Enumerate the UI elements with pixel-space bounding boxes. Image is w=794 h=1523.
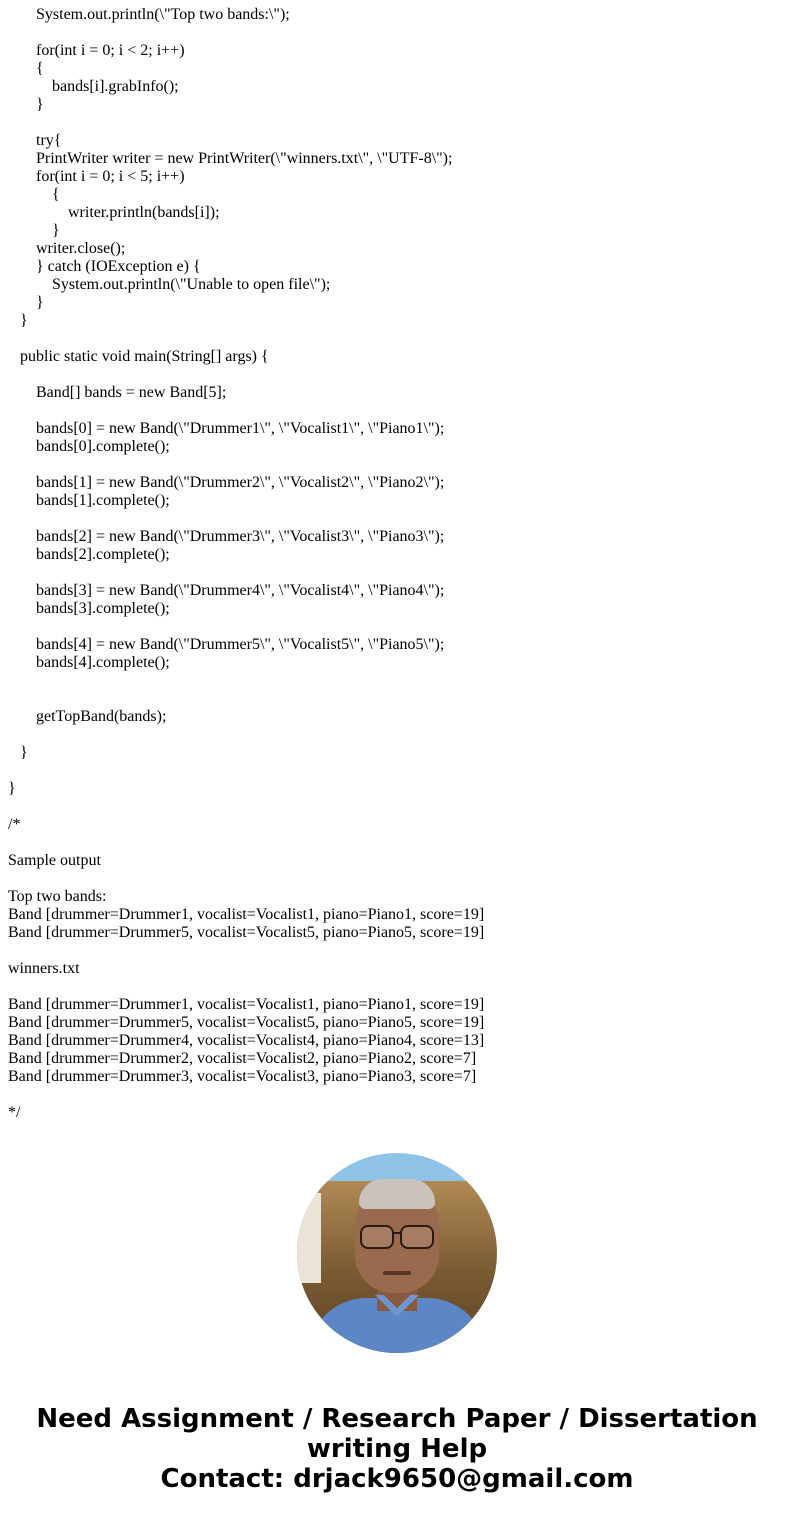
hair bbox=[359, 1179, 435, 1209]
banner-line-2: writing Help bbox=[306, 1434, 488, 1464]
blank-line bbox=[8, 870, 484, 888]
code-line: Band[] bands = new Band[5]; bbox=[8, 384, 227, 401]
glasses-lens-left bbox=[360, 1225, 394, 1249]
mouth bbox=[383, 1271, 411, 1275]
code-line: } catch (IOException e) { bbox=[8, 258, 201, 275]
banner-line-1: Need Assignment / Research Paper / Dissertation bbox=[36, 1404, 758, 1434]
code-line: Band [drummer=Drummer2, vocalist=Vocalist2, piano=Piano2, score=7] bbox=[8, 1050, 477, 1067]
code-line: bands[1] = new Band(\"Drummer2\", \"Vocalist2\", \"Piano2\"); bbox=[8, 474, 445, 491]
blank-line bbox=[8, 510, 484, 528]
code-line: for(int i = 0; i < 5; i++) bbox=[8, 168, 185, 185]
author-avatar-photo bbox=[297, 1153, 497, 1353]
code-line: Top two bands: bbox=[8, 888, 107, 905]
blank-line bbox=[8, 690, 484, 708]
code-line: Band [drummer=Drummer5, vocalist=Vocalist5, piano=Piano5, score=19] bbox=[8, 924, 485, 941]
contact-banner bbox=[0, 1404, 794, 1494]
blank-line bbox=[8, 798, 484, 816]
blank-line bbox=[8, 942, 484, 960]
blank-line bbox=[8, 456, 484, 474]
code-line: bands[4].complete(); bbox=[8, 654, 170, 671]
code-line: /* bbox=[8, 816, 21, 833]
code-line: bands[2].complete(); bbox=[8, 546, 170, 563]
code-line: Band [drummer=Drummer4, vocalist=Vocalist4, piano=Piano4, score=13] bbox=[8, 1032, 485, 1049]
background-wall bbox=[297, 1193, 321, 1283]
code-line: { bbox=[8, 60, 44, 77]
code-line: bands[3].complete(); bbox=[8, 600, 170, 617]
code-line: */ bbox=[8, 1104, 21, 1121]
banner-contact-email: Contact: drjack9650@gmail.com bbox=[160, 1464, 634, 1494]
code-line: for(int i = 0; i < 2; i++) bbox=[8, 42, 185, 59]
code-line: Band [drummer=Drummer1, vocalist=Vocalist1, piano=Piano1, score=19] bbox=[8, 996, 485, 1013]
blank-line bbox=[8, 1086, 484, 1104]
glasses-lens-right bbox=[400, 1225, 434, 1249]
code-line: bands[0] = new Band(\"Drummer1\", \"Vocalist1\", \"Piano1\"); bbox=[8, 420, 445, 437]
glasses-bridge bbox=[392, 1232, 402, 1234]
code-line: bands[0].complete(); bbox=[8, 438, 170, 455]
blank-line bbox=[8, 762, 484, 780]
code-line: winners.txt bbox=[8, 960, 80, 977]
code-line: bands[4] = new Band(\"Drummer5\", \"Vocalist5\", \"Piano5\"); bbox=[8, 636, 445, 653]
blank-line bbox=[8, 330, 484, 348]
code-line: writer.close(); bbox=[8, 240, 126, 257]
blank-line bbox=[8, 564, 484, 582]
blank-line bbox=[8, 672, 484, 690]
blank-line bbox=[8, 618, 484, 636]
code-line: try{ bbox=[8, 132, 62, 149]
code-line: getTopBand(bands); bbox=[8, 708, 167, 725]
code-line: Sample output bbox=[8, 852, 101, 869]
code-line: System.out.println(\"Unable to open file\"); bbox=[8, 276, 331, 293]
code-line: PrintWriter writer = new PrintWriter(\"winners.txt\", \"UTF-8\"); bbox=[8, 150, 453, 167]
code-line: bands[i].grabInfo(); bbox=[8, 78, 179, 95]
blank-line bbox=[8, 402, 484, 420]
code-line: } bbox=[8, 222, 60, 239]
code-line: } bbox=[8, 312, 28, 329]
code-line: { bbox=[8, 186, 60, 203]
code-line: } bbox=[8, 96, 44, 113]
blank-line bbox=[8, 366, 484, 384]
code-line: Band [drummer=Drummer5, vocalist=Vocalist5, piano=Piano5, score=19] bbox=[8, 1014, 485, 1031]
code-line: public static void main(String[] args) { bbox=[8, 348, 269, 365]
code-line: bands[3] = new Band(\"Drummer4\", \"Vocalist4\", \"Piano4\"); bbox=[8, 582, 445, 599]
code-line: Band [drummer=Drummer1, vocalist=Vocalist1, piano=Piano1, score=19] bbox=[8, 906, 485, 923]
code-line: bands[2] = new Band(\"Drummer3\", \"Vocalist3\", \"Piano3\"); bbox=[8, 528, 445, 545]
blank-line bbox=[8, 114, 484, 132]
code-line: bands[1].complete(); bbox=[8, 492, 170, 509]
code-line: Band [drummer=Drummer3, vocalist=Vocalist3, piano=Piano3, score=7] bbox=[8, 1068, 477, 1085]
code-line: writer.println(bands[i]); bbox=[8, 204, 220, 221]
blank-line bbox=[8, 726, 484, 744]
code-line: } bbox=[8, 744, 28, 761]
code-listing bbox=[8, 6, 484, 1122]
code-line: } bbox=[8, 780, 16, 797]
code-line: System.out.println(\"Top two bands:\"); bbox=[8, 6, 290, 23]
blank-line bbox=[8, 978, 484, 996]
blank-line bbox=[8, 834, 484, 852]
blank-line bbox=[8, 24, 484, 42]
code-line: } bbox=[8, 294, 44, 311]
